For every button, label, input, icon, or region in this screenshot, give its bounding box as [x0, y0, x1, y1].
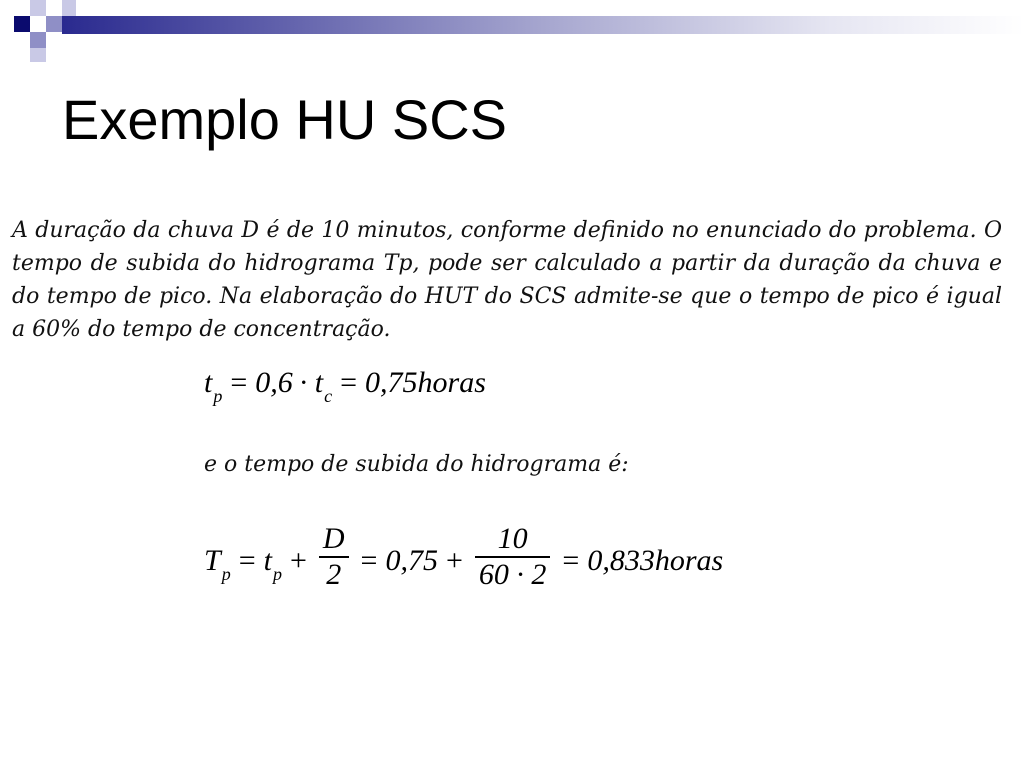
eq-operator: = — [238, 543, 256, 577]
eq-operator: = — [562, 543, 580, 577]
eq-result: 0,833horas — [587, 543, 724, 577]
eq-operator: = — [360, 543, 378, 577]
eq-subscript: p — [213, 386, 223, 406]
eq-operator: + — [289, 543, 307, 577]
slide-title: Exemplo HU SCS — [62, 88, 508, 151]
eq-var: t — [204, 366, 213, 399]
header-gradient-bar — [62, 16, 1024, 34]
eq-subscript: p — [272, 563, 282, 584]
eq-subscript: p — [221, 563, 231, 584]
fraction-numerator: 10 — [475, 522, 551, 558]
deco-square — [30, 48, 46, 62]
eq-operator: = — [230, 366, 248, 399]
eq-result: 0,75horas — [365, 366, 486, 399]
fraction-denominator: 60 · 2 — [478, 558, 547, 591]
deco-square — [30, 32, 46, 48]
equation-Tp — [204, 522, 724, 598]
deco-square — [14, 16, 30, 32]
eq-number: 0,75 — [385, 543, 438, 577]
eq-subscript: c — [324, 386, 333, 406]
deco-square — [46, 16, 62, 32]
equation-tp — [204, 366, 486, 406]
eq-operator: + — [445, 543, 463, 577]
header-decoration — [0, 0, 1024, 64]
middle-text: e o tempo de subida do hidrograma é: — [204, 452, 629, 477]
deco-square — [62, 0, 76, 16]
eq-operator: = — [340, 366, 358, 399]
fraction-denominator: 2 — [326, 558, 342, 591]
eq-number: 0,6 — [255, 366, 293, 399]
eq-var: T — [204, 543, 221, 577]
deco-square — [30, 0, 46, 16]
fraction-d-over-2 — [319, 522, 349, 592]
body-paragraph: A duração da chuva D é de 10 minutos, conforme definido no enunciado do problema. O tempo de subida do hidrograma Tp, pode ser calculado a partir da duração da chuva e do tempo de pico. Na elaboração do HUT do SCS admite-se que o tempo de pico é igual a 60% do tempo de concentração. — [12, 218, 1002, 342]
eq-operator: · — [298, 366, 309, 399]
fraction-10-over-60x2 — [475, 522, 551, 592]
fraction-numerator: D — [319, 522, 349, 558]
eq-var: t — [263, 543, 272, 577]
eq-var: t — [314, 366, 324, 399]
